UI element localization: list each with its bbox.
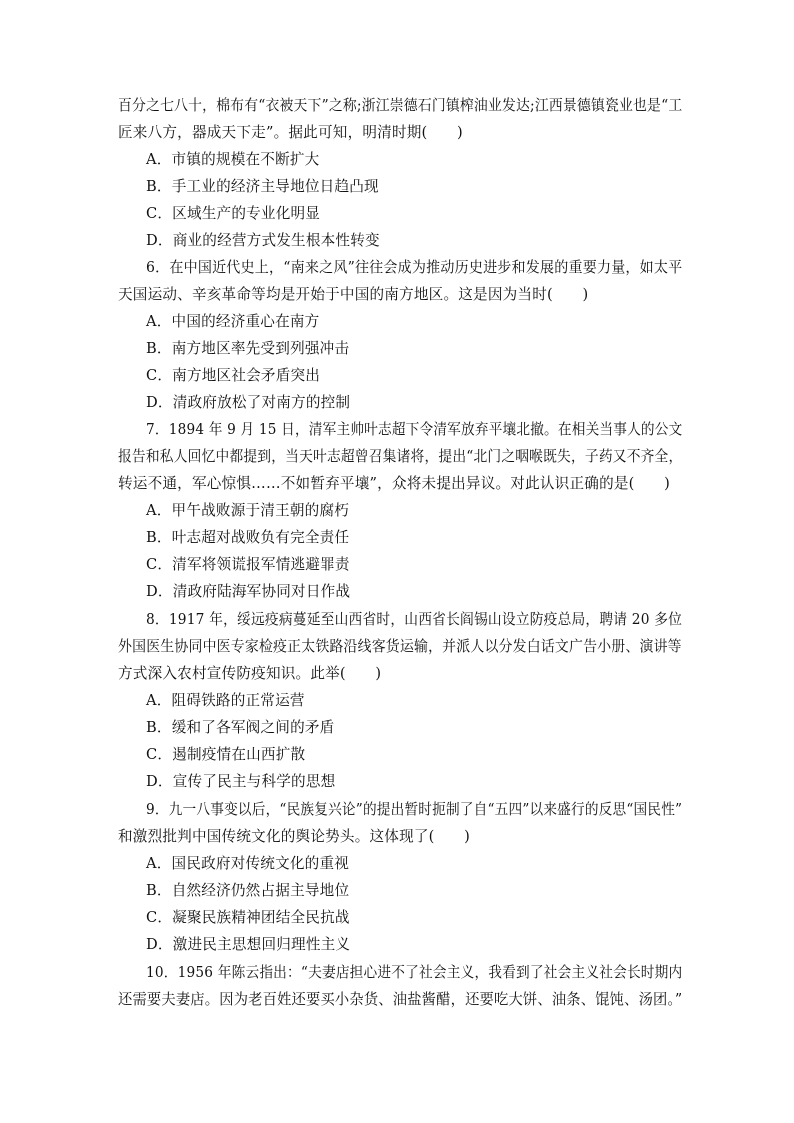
question-6-stem-line: 天国运动、辛亥革命等均是开始于中国的南方地区。这是因为当时( ): [118, 286, 589, 303]
question-9-stem-line: 和激烈批判中国传统文化的舆论势头。这体现了( ): [118, 828, 471, 845]
question-9-stem-line: 9．九一八事变以后，“民族复兴论”的提出暂时扼制了自“五四”以来盛行的反思“国民性”: [146, 801, 683, 818]
question-7-stem-line: 转运不通，军心惊惧……不如暂弃平壤”，众将未提出异议。对此认识正确的是( ): [118, 475, 671, 492]
question-5-stem-line: 匠来八方，器成天下走”。据此可知，明清时期( ): [118, 124, 463, 141]
question-7-option-a: A．甲午战败源于清王朝的腐朽: [146, 502, 350, 519]
question-8-stem-line: 外国医生协同中医专家检疫正太铁路沿线客货运输，并派人以分发白话文广告小册、演讲等: [118, 638, 682, 655]
question-8-option-b: B．缓和了各军阀之间的矛盾: [146, 719, 335, 736]
question-6-option-b: B．南方地区率先受到列强冲击: [146, 340, 350, 357]
question-10-stem-line: 还需要夫妻店。因为老百姓还要买小杂货、油盐酱醋，还要吃大饼、油条、馄饨、汤团。”: [118, 991, 683, 1008]
question-5-stem-line: 百分之七八十，棉布有“衣被天下”之称;浙江崇德石门镇榨油业发达;江西景德镇瓷业也是“工: [118, 97, 683, 114]
question-6-stem-line: 6．在中国近代史上，“南来之风”往往会成为推动历史进步和发展的重要力量，如太平: [146, 259, 683, 276]
question-9-option-a: A．国民政府对传统文化的重视: [146, 855, 350, 872]
question-7-option-c: C．清军将领谎报军情逃避罪责: [146, 556, 350, 573]
question-8-stem-line: 方式深入农村宣传防疫知识。此举( ): [118, 665, 382, 682]
question-7-option-d: D．清政府陆海军协同对日作战: [146, 583, 351, 600]
question-5-option-d: D．商业的经营方式发生根本性转变: [146, 232, 380, 249]
question-8-stem-line: 8．1917 年，绥远疫病蔓延至山西省时，山西省长阎锡山设立防疫总局，聘请 20 多位: [146, 611, 683, 628]
question-8-option-c: C．遏制疫情在山西扩散: [146, 746, 306, 763]
question-5-option-b: B．手工业的经济主导地位日趋凸现: [146, 178, 379, 195]
question-7-option-b: B．叶志超对战败负有完全责任: [146, 529, 350, 546]
question-6-option-a: A．中国的经济重心在南方: [146, 313, 320, 330]
question-8-option-d: D．宣传了民主与科学的思想: [146, 773, 336, 790]
question-9-option-b: B．自然经济仍然占据主导地位: [146, 882, 350, 899]
question-9-option-c: C．凝聚民族精神团结全民抗战: [146, 909, 350, 926]
question-8-option-a: A．阻碍铁路的正常运营: [146, 692, 305, 709]
question-6-option-c: C．南方地区社会矛盾突出: [146, 367, 321, 384]
question-7-stem-line: 7．1894 年 9 月 15 日，清军主帅叶志超下令清军放弃平壤北撤。在相关当事人的公文: [146, 421, 683, 438]
question-6-option-d: D．清政府放松了对南方的控制: [146, 394, 351, 411]
question-7-stem-line: 报告和私人回忆中都提到，当天叶志超曾召集诸将，提出“北门之咽喉既失，子药又不齐全，: [118, 448, 683, 465]
question-5-option-c: C．区域生产的专业化明显: [146, 205, 321, 222]
question-5-option-a: A．市镇的规模在不断扩大: [146, 151, 320, 168]
question-9-option-d: D．激进民主思想回归理性主义: [146, 936, 351, 953]
question-10-stem-line: 10．1956 年陈云指出：“夫妻店担心进不了社会主义，我看到了社会主义社会长时期内: [146, 964, 683, 981]
